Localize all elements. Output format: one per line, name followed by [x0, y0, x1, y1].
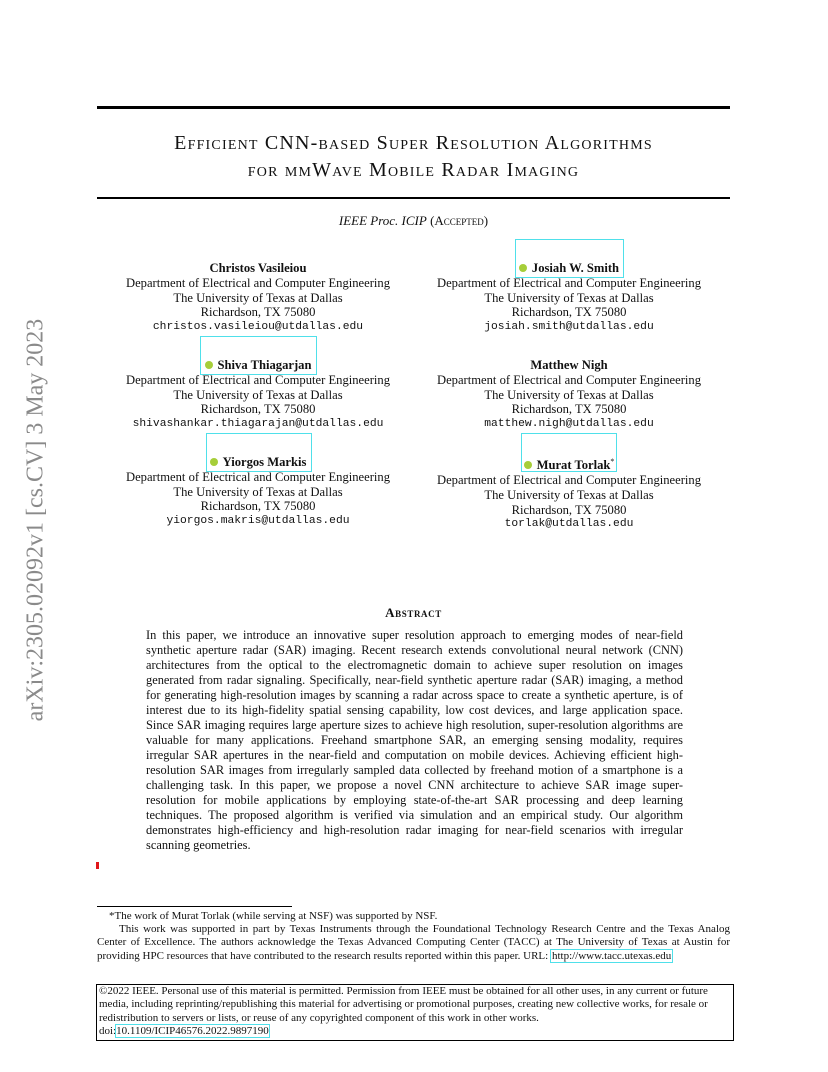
paper-title — [97, 130, 730, 184]
arxiv-sidebar — [22, 285, 50, 755]
title-line-2: for mmWave Mobile Radar Imaging — [247, 159, 580, 181]
author-card — [108, 358, 408, 432]
author-univ: The University of Texas at Dallas — [173, 484, 343, 499]
author-email[interactable]: yiorgos.makris@utdallas.edu — [166, 515, 350, 528]
author-city: Richardson, TX 75080 — [200, 305, 316, 320]
author-dept: Department of Electrical and Computer Engineering — [436, 472, 702, 487]
author-name-row[interactable] — [108, 455, 408, 470]
footnote-marker: * — [610, 457, 615, 466]
author-email[interactable]: matthew.nigh@utdallas.edu — [484, 418, 654, 431]
abstract-body: In this paper, we introduce an innovative super resolution approach to emerging modes of near-field synthetic aperture radar (SAR) imaging. Recent research extends convolutional neural network (CNN) architectures from the optical to the electromagnetic domain to achieve super resolution on images generated from radar signaling. Specifically, near-field synthetic aperture radar (SAR) imaging, a method for generating high-resolution images by scanning a radar across space to create a synthetic aperture, is of interest due to its high-fidelity spatial sensing capability, low cost devices, and large application space. Since SAR imaging requires large aperture sizes to achieve high resolution, super-resolution algorithms are valuable for many applications. Freehand smartphone SAR, an emerging sensing modality, requires irregular SAR apertures in the near-field and computation on mobile devices. Achieving efficient high-resolution SAR images from irregularly sampled data collected by freehand motion of a smartphone is a challenging task. In this paper, we propose a novel CNN architecture to achieve SAR image super-resolution for mobile applications by employing state-of-the-art SAR processing and deep learning techniques. The proposed algorithm is verified via simulation and an empirical study. Our algorithm demonstrates high-efficiency and high-resolution radar imaging for near-field scenarios with irregular scanning geometries. — [146, 628, 683, 852]
author-univ: The University of Texas at Dallas — [173, 387, 343, 402]
author-city: Richardson, TX 75080 — [511, 402, 627, 417]
footnote-support — [97, 923, 730, 963]
arxiv-id: arXiv:2305.02092v1 [cs.CV] 3 May 2023 — [22, 318, 49, 722]
author-dept: Department of Electrical and Computer Engineering — [125, 372, 391, 387]
author-univ: The University of Texas at Dallas — [484, 290, 654, 305]
title-bottom-rule — [97, 197, 730, 199]
doi-prefix: doi: — [99, 1025, 117, 1038]
author-email[interactable]: josiah.smith@utdallas.edu — [484, 321, 654, 334]
orcid-icon[interactable] — [524, 461, 532, 469]
footnote-support-text: This work was supported in part by Texas Instruments through the Foundational Technology Research Centre and the Texas Analog Center of Excellence. The authors acknowledge the Texas Advanced Computing Center (TACC) at The University of Texas at Austin for providing HPC resources that have contributed to the research results reported within this paper. URL: — [97, 923, 730, 962]
copyright-box — [96, 984, 734, 1041]
author-name: Christos Vasileiou — [209, 261, 307, 275]
author-dept: Department of Electrical and Computer Engineering — [436, 275, 702, 290]
title-line-1: Efficient CNN-based Super Resolution Algorithms — [174, 132, 653, 154]
venue-status: (Accepted) — [430, 213, 489, 228]
author-card — [419, 455, 719, 532]
author-dept: Department of Electrical and Computer Engineering — [125, 469, 391, 484]
author-card — [108, 261, 408, 335]
title-top-rule — [97, 106, 730, 109]
author-email[interactable]: shivashankar.thiagarajan@utdallas.edu — [132, 418, 384, 431]
author-email[interactable]: christos.vasileiou@utdallas.edu — [152, 321, 364, 334]
author-univ: The University of Texas at Dallas — [484, 487, 654, 502]
author-card — [108, 455, 408, 529]
author-name-row[interactable] — [419, 455, 719, 473]
abstract-heading: Abstract — [385, 605, 442, 620]
author-name: Murat Torlak — [536, 458, 611, 473]
footnote-separator — [97, 906, 292, 907]
orcid-icon[interactable] — [205, 361, 213, 369]
author-city: Richardson, TX 75080 — [511, 502, 627, 517]
red-margin-mark — [96, 862, 99, 869]
orcid-icon[interactable] — [519, 264, 527, 272]
author-name: Josiah W. Smith — [531, 261, 620, 275]
author-univ: The University of Texas at Dallas — [173, 290, 343, 305]
author-name: Matthew Nigh — [530, 358, 608, 372]
tacc-url-link[interactable]: http://www.tacc.utexas.edu — [551, 949, 672, 962]
author-card — [419, 261, 719, 335]
author-name: Shiva Thiagarjan — [217, 358, 312, 372]
author-email[interactable]: torlak@utdallas.edu — [504, 518, 634, 531]
author-city: Richardson, TX 75080 — [200, 402, 316, 417]
venue-name: IEEE Proc. ICIP — [338, 213, 427, 228]
author-name-row[interactable] — [108, 358, 408, 373]
doi-link[interactable]: 10.1109/ICIP46576.2022.9897190 — [116, 1025, 269, 1038]
doi-line — [97, 1025, 733, 1038]
copyright-text: ©2022 IEEE. Personal use of this material is permitted. Permission from IEEE must be obtained for all other uses, in any current or future media, including reprinting/republishing this material for advertising or promotional purposes, creating new collective works, for resale or redistribution to servers or lists, or reuse of any copyrighted component of this work in other works. — [99, 985, 708, 1024]
venue-line — [97, 213, 730, 229]
author-card — [419, 358, 719, 432]
author-univ: The University of Texas at Dallas — [484, 387, 654, 402]
orcid-icon[interactable] — [210, 458, 218, 466]
author-dept: Department of Electrical and Computer Engineering — [125, 275, 391, 290]
author-city: Richardson, TX 75080 — [511, 305, 627, 320]
author-city: Richardson, TX 75080 — [200, 499, 316, 514]
author-dept: Department of Electrical and Computer Engineering — [436, 372, 702, 387]
author-name-row[interactable] — [419, 261, 719, 276]
author-name: Yiorgos Markis — [222, 455, 307, 469]
footnote-nsf: *The work of Murat Torlak (while serving at NSF) was supported by NSF. — [109, 910, 438, 922]
